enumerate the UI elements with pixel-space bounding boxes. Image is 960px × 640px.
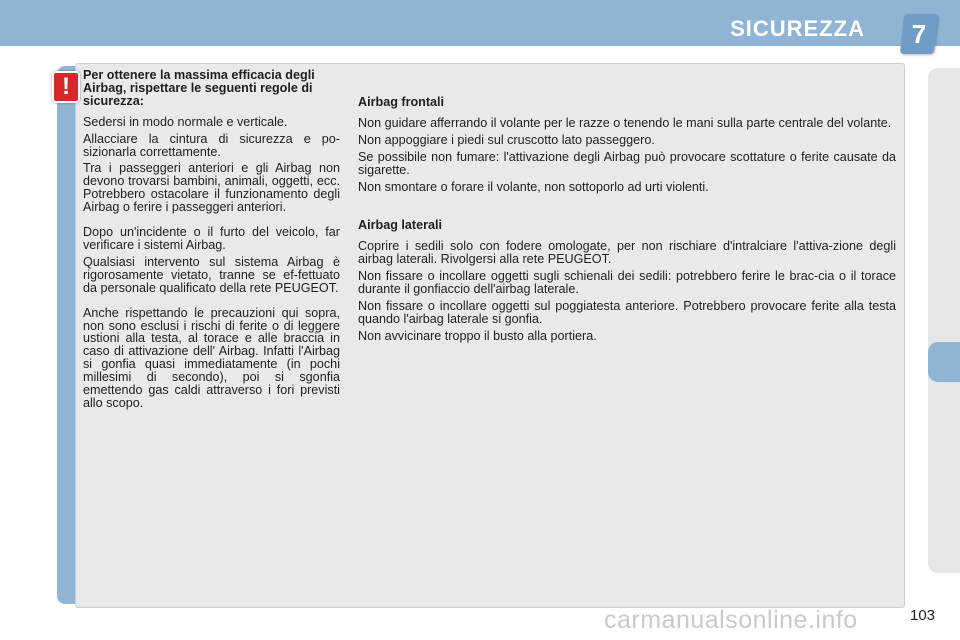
side-airbag-heading: Airbag laterali bbox=[358, 218, 442, 233]
left-heading: Per ottenere la massima efficacia degli Airbag, rispettare le seguenti regole di sicurezza: bbox=[83, 68, 315, 108]
watermark: carmanualsonline.info bbox=[604, 606, 858, 634]
side-airbag-paragraph: Coprire i sedili solo con fodere omologate, per non rischiare d'intralciare l'attiva-zione degli airbag laterali. Rivolgersi alla rete PEUGEOT. bbox=[358, 239, 896, 267]
side-airbag-paragraph: Non fissare o incollare oggetti sugli schienali dei sedili: potrebbero ferire le brac-cia o il torace durante il gonfiaccio dell'airbag laterale. bbox=[358, 269, 896, 297]
front-airbag-paragraph: Non appoggiare i piedi sul cruscotto lato passeggero. bbox=[358, 132, 655, 147]
panel-left-bar bbox=[57, 66, 77, 604]
page-number: 103 bbox=[910, 607, 936, 624]
front-airbag-heading: Airbag frontali bbox=[358, 95, 445, 109]
front-airbag-paragraph: Non smontare o forare il volante, non sottoporlo ad urti violenti. bbox=[358, 179, 709, 194]
section-title: SICUREZZA bbox=[730, 16, 865, 41]
warning-icon: ! bbox=[52, 71, 80, 103]
left-paragraph: Qualsiasi intervento sul sistema Airbag è rigorosamente vietato, tranne se ef-fettuato da personale qualificato della rete PEUGEOT. bbox=[83, 254, 340, 295]
spacer bbox=[358, 197, 896, 219]
side-airbag-paragraph: Non avvicinare troppo il busto alla portiera. bbox=[358, 328, 597, 343]
front-airbag-paragraph: Non guidare afferrando il volante per le razze o tenendo le mani sulla parte centrale del volante. bbox=[358, 115, 892, 130]
left-paragraph: Allacciare la cintura di sicurezza e po-sizionarla correttamente. bbox=[83, 131, 340, 159]
side-airbag-paragraph: Non fissare o incollare oggetti sul poggiatesta anteriore. Potrebbero provocare ferite alla testa quando l'airbag laterale si gonfia. bbox=[358, 298, 896, 326]
right-column bbox=[358, 96, 896, 347]
left-paragraph: Anche rispettando le precauzioni qui sopra, non sono esclusi i rischi di ferite o di leggere ustioni alla testa, al torace e alle braccia in caso di attivazione dell' Airbag. Infatti l'Airbag si gonfia quasi immediatamente (in pochi millesimi di secondo), poi si sgonfia emettendo gas caldi attraverso i fori previsti allo scopo. bbox=[83, 305, 340, 410]
left-column bbox=[83, 69, 340, 414]
front-airbag-paragraph: Se possibile non fumare: l'attivazione degli Airbag può provocare scottature o ferite causate da sigarette. bbox=[358, 149, 896, 177]
chapter-side-tab[interactable] bbox=[928, 342, 960, 382]
left-paragraph: Tra i passeggeri anteriori e gli Airbag non devono trovarsi bambini, animali, oggetti, ecc. Potrebbero ostacolare il funzionamento degli Airbag o ferire i passeggeri anteriori. bbox=[83, 161, 340, 215]
chapter-side-strip bbox=[928, 68, 960, 573]
left-paragraph: Dopo un'incidente o il furto del veicolo, far verificare i sistemi Airbag. bbox=[83, 225, 340, 252]
chapter-number: 7 bbox=[911, 19, 927, 49]
left-paragraph: Sedersi in modo normale e verticale. bbox=[83, 114, 288, 129]
